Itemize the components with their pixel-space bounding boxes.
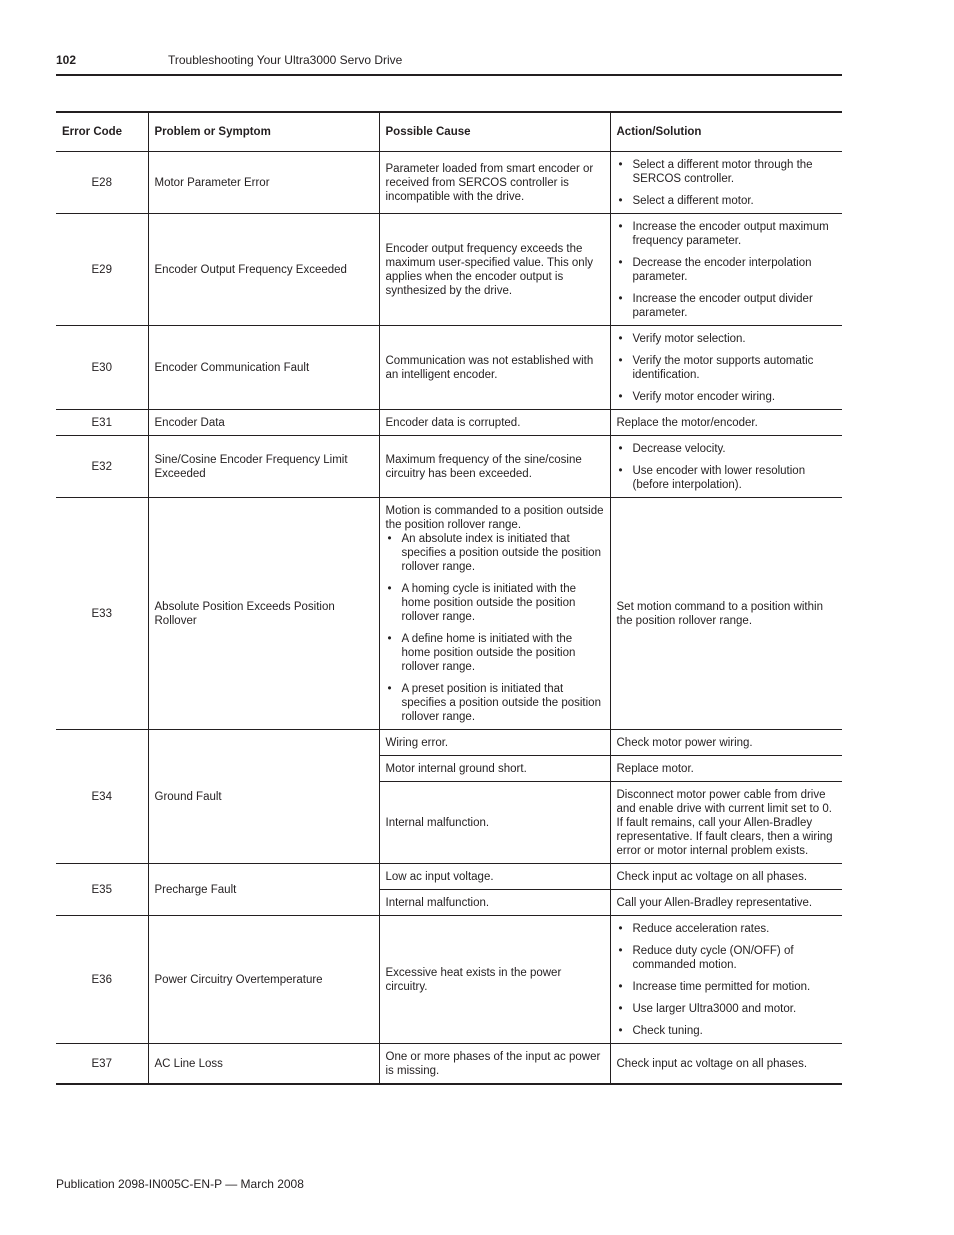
error-code-table (56, 111, 842, 1085)
cause-item: • A define home is initiated with the home position outside the position rollover range. (386, 632, 604, 674)
action-cell (610, 214, 842, 326)
action-item: • Increase the encoder output divider parameter. (617, 292, 837, 320)
action-item: • Select a different motor. (617, 194, 837, 208)
header-cause: Possible Cause (379, 112, 610, 152)
table-row (56, 498, 842, 730)
error-code: E34 (56, 730, 148, 864)
table-row (56, 916, 842, 1044)
cause-intro: Motion is commanded to a position outside the position rollover range. (385, 505, 604, 531)
cause-item: • An absolute index is initiated that specifies a position outside the position rollover range. (386, 532, 604, 574)
problem-cell: Sine/Cosine Encoder Frequency Limit Exceeded (148, 436, 379, 498)
action-item: • Verify the motor supports automatic identification. (617, 354, 837, 382)
cause-cell: Encoder data is corrupted. (379, 410, 610, 436)
problem-cell: Precharge Fault (148, 864, 379, 916)
action-item: • Use encoder with lower resolution (before interpolation). (617, 464, 837, 492)
cause-cell: Maximum frequency of the sine/cosine circuitry has been exceeded. (379, 436, 610, 498)
table-row (56, 864, 842, 890)
error-code: E32 (56, 436, 148, 498)
error-code: E36 (56, 916, 148, 1044)
problem-cell: Motor Parameter Error (148, 152, 379, 214)
cause-cell: One or more phases of the input ac power is missing. (379, 1044, 610, 1085)
page-number: 102 (56, 53, 77, 67)
action-cell (610, 152, 842, 214)
error-code: E29 (56, 214, 148, 326)
header-error-code: Error Code (56, 112, 148, 152)
problem-cell: Absolute Position Exceeds Position Rollover (148, 498, 379, 730)
error-code: E30 (56, 326, 148, 410)
action-item: • Check tuning. (617, 1024, 837, 1038)
cause-item: • A preset position is initiated that specifies a position outside the position rollover range. (386, 682, 604, 724)
action-cell (610, 436, 842, 498)
problem-cell: Encoder Communication Fault (148, 326, 379, 410)
cause-cell: Excessive heat exists in the power circuitry. (379, 916, 610, 1044)
cause-cell: Wiring error. (379, 730, 610, 756)
table-row (56, 326, 842, 410)
action-item: • Use larger Ultra3000 and motor. (617, 1002, 837, 1016)
action-item: • Select a different motor through the SERCOS controller. (617, 158, 837, 186)
problem-cell: Encoder Data (148, 410, 379, 436)
cause-cell: Low ac input voltage. (379, 864, 610, 890)
error-code: E33 (56, 498, 148, 730)
action-cell: Check motor power wiring. (610, 730, 842, 756)
header-action: Action/Solution (610, 112, 842, 152)
action-item: • Verify motor encoder wiring. (617, 390, 837, 404)
action-cell: Replace motor. (610, 756, 842, 782)
error-code: E28 (56, 152, 148, 214)
table-row (56, 1044, 842, 1085)
table-header-row (56, 112, 842, 152)
action-cell: Call your Allen-Bradley representative. (610, 890, 842, 916)
cause-cell: Internal malfunction. (379, 782, 610, 864)
action-item: • Decrease the encoder interpolation parameter. (617, 256, 837, 284)
error-code: E37 (56, 1044, 148, 1085)
action-item: • Increase time permitted for motion. (617, 980, 837, 994)
table-row (56, 152, 842, 214)
action-item: • Reduce acceleration rates. (617, 922, 837, 936)
header-rule (56, 74, 842, 76)
action-cell: Check input ac voltage on all phases. (610, 1044, 842, 1085)
table-row (56, 436, 842, 498)
publication-footer: Publication 2098-IN005C-EN-P — March 2008 (56, 1177, 304, 1191)
action-item: • Verify motor selection. (617, 332, 837, 346)
action-cell: Disconnect motor power cable from drive and enable drive with current limit set to 0. If fault remains, call your Allen-Bradley representative. If fault clears, then a wiring error or motor internal problem exists. (610, 782, 842, 864)
cause-cell: Parameter loaded from smart encoder or received from SERCOS controller is incompatible with the drive. (379, 152, 610, 214)
table-row (56, 730, 842, 756)
header-problem: Problem or Symptom (148, 112, 379, 152)
action-item: • Decrease velocity. (617, 442, 837, 456)
action-item: • Reduce duty cycle (ON/OFF) of commanded motion. (617, 944, 837, 972)
action-item: • Increase the encoder output maximum frequency parameter. (617, 220, 837, 248)
error-code: E31 (56, 410, 148, 436)
problem-cell: Encoder Output Frequency Exceeded (148, 214, 379, 326)
cause-cell (379, 498, 610, 730)
cause-cell: Communication was not established with an intelligent encoder. (379, 326, 610, 410)
page-header (56, 53, 842, 75)
action-cell (610, 326, 842, 410)
table-row (56, 410, 842, 436)
running-title: Troubleshooting Your Ultra3000 Servo Drive (168, 53, 403, 67)
action-cell: Check input ac voltage on all phases. (610, 864, 842, 890)
action-cell: Set motion command to a position within the position rollover range. (610, 498, 842, 730)
problem-cell: Ground Fault (148, 730, 379, 864)
table-row (56, 214, 842, 326)
cause-cell: Internal malfunction. (379, 890, 610, 916)
problem-cell: AC Line Loss (148, 1044, 379, 1085)
cause-item: • A homing cycle is initiated with the home position outside the position rollover range. (386, 582, 604, 624)
cause-cell: Motor internal ground short. (379, 756, 610, 782)
problem-cell: Power Circuitry Overtemperature (148, 916, 379, 1044)
action-cell: Replace the motor/encoder. (610, 410, 842, 436)
error-code: E35 (56, 864, 148, 916)
action-cell (610, 916, 842, 1044)
cause-cell: Encoder output frequency exceeds the maximum user-specified value. This only applies when the encoder output is synthesized by the drive. (379, 214, 610, 326)
